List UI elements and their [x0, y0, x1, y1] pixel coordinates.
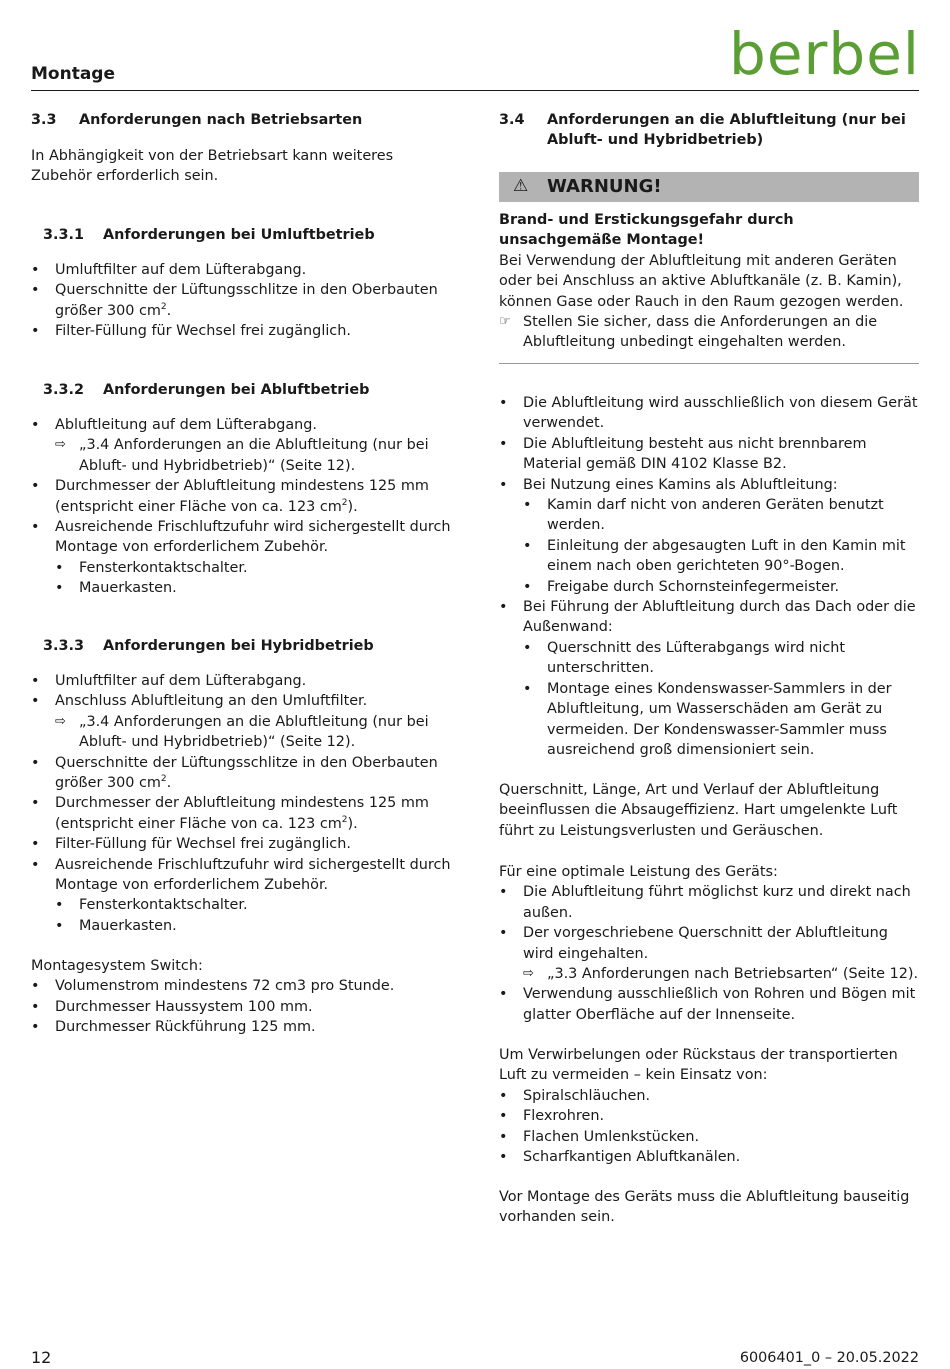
list-item: • Bei Führung der Abluftleitung durch das Dach oder die Außenwand:	[499, 597, 919, 638]
list-3-3-3	[31, 671, 451, 936]
list-item: • Die Abluftleitung wird ausschließlich von diesem Gerät verwendet.	[499, 393, 919, 434]
list-item: • Flexrohren.	[499, 1106, 919, 1126]
list-item: • Querschnitte der Lüftungsschlitze in den Oberbauten größer 300 $cm^2$.	[31, 280, 451, 321]
document-id: 6006401_0 – 20.05.2022	[739, 1350, 919, 1366]
heading-3-4: 3.4 Anforderungen an die Abluftleitung (nur bei Abluft- und Hybridbetrieb)	[499, 112, 906, 149]
list-item: • Montage eines Kondenswasser-Sammlers in der Abluftleitung, um Wasserschäden am Gerät zu vermeiden. Der Kondenswasser-Sammler muss ausreichend groß dimensioniert sein.	[499, 679, 919, 761]
heading-3-3-1: 3.3.1 Anforderungen bei Umluftbetrieb	[43, 227, 375, 243]
paragraph-efficiency: Querschnitt, Länge, Art und Verlauf der Abluftleitung beeinflussen die Absaugeffizienz. Hart umgelenkte Luft führt zu Leistungsverlusten und Geräuschen.	[499, 782, 898, 839]
list-item: • Durchmesser der Abluftleitung mindestens 125 mm (entspricht einer Fläche von ca. 123 $cm^2$).	[31, 793, 451, 834]
header-rule	[31, 90, 919, 91]
list-item: • Die Abluftleitung besteht aus nicht brennbarem Material gemäß DIN 4102 Klasse B2.	[499, 434, 919, 475]
warning-body: Bei Verwendung der Abluftleitung mit anderen Geräten oder bei Anschluss an aktive Abluftkanäle (z. B. Kamin), können Gase oder Rauch in den Raum gezogen werden.	[499, 252, 904, 310]
list-item: • Filter-Füllung für Wechsel frei zugänglich.	[31, 321, 451, 341]
list-item: • Freigabe durch Schornsteinfegermeister.	[499, 577, 919, 597]
list-requirements	[499, 393, 919, 760]
paragraph-onsite: Vor Montage des Geräts muss die Abluftleitung bauseitig vorhanden sein.	[499, 1189, 910, 1226]
list-3-3-2	[31, 415, 451, 599]
cross-reference-link[interactable]: ⇨ „3.4 Anforderungen an die Abluftleitung (nur bei Abluft- und Hybridbetrieb)“ (Seite 12).	[55, 713, 429, 751]
arrow-right-icon: ⇨	[55, 713, 66, 729]
list-item: • Mauerkasten.	[31, 916, 451, 936]
warning-label: WARNUNG!	[547, 176, 662, 197]
list-item: • Kamin darf nicht von anderen Geräten benutzt werden.	[499, 495, 919, 536]
list-item: • Ausreichende Frischluftzufuhr wird sichergestellt durch Montage von erforderlichem Zubehör.	[31, 517, 451, 558]
intro-3-3: In Abhängigkeit von der Betriebsart kann weiteres Zubehör erforderlich sein.	[31, 148, 394, 185]
list-item: • Filter-Füllung für Wechsel frei zugänglich.	[31, 834, 451, 854]
heading-3-3: 3.3 Anforderungen nach Betriebsarten	[31, 112, 363, 128]
list-item: • Durchmesser der Abluftleitung mindestens 125 mm (entspricht einer Fläche von ca. 123 $cm^2$).	[31, 476, 451, 517]
pointing-hand-icon: ☞	[499, 314, 511, 330]
switch-section: Montagesystem Switch: • Volumenstrom mindestens 72 cm3 pro Stunde. • Durchmesser Haussystem 100 mm. • Durchmesser Rückführung 125 mm.	[31, 956, 451, 1038]
list-item: • Umluftfilter auf dem Lüfterabgang.	[31, 260, 451, 280]
list-item: • Querschnitte der Lüftungsschlitze in den Oberbauten größer 300 $cm^2$.	[31, 753, 451, 794]
warning-heading: Brand- und Erstickungsgefahr durch unsachgemäße Montage!	[499, 212, 794, 249]
list-item: • Umluftfilter auf dem Lüfterabgang.	[31, 671, 451, 691]
warning-content	[499, 210, 919, 353]
list-item: • Durchmesser Rückführung 125 mm.	[31, 1017, 451, 1037]
list-item: • Spiralschläuchen.	[499, 1086, 919, 1106]
list-item: • Bei Nutzung eines Kamins als Abluftleitung:	[499, 475, 919, 495]
berbel-logo: berbel	[729, 20, 920, 88]
list-item: • Fensterkontaktschalter.	[31, 558, 451, 578]
list-avoid: Um Verwirbelungen oder Rückstaus der transportierten Luft zu vermeiden – kein Einsatz von: • Spiralschläuchen. • Flexrohren. • Flachen Umlenkstücken. • Scharfkantigen Abluftkanälen.	[499, 1045, 919, 1167]
heading-3-3-3: 3.3.3 Anforderungen bei Hybridbetrieb	[43, 638, 374, 654]
list-item: • Ausreichende Frischluftzufuhr wird sichergestellt durch Montage von erforderlichem Zubehör.	[31, 855, 451, 896]
warning-bar	[499, 172, 919, 202]
list-optimal: Für eine optimale Leistung des Geräts: • Die Abluftleitung führt möglichst kurz und direkt nach außen. • Der vorgeschriebene Querschnitt der Abluftleitung wird eingehalten. ⇨ „3.3 Anforderungen nach Betriebsarten“ (Seite 12). • Verwendung ausschließlich von Rohren und Bögen mit glatter Oberfläche auf der Innenseite.	[499, 862, 919, 1025]
warning-action: ☞ Stellen Sie sicher, dass die Anforderungen an die Abluftleitung unbedingt eingehalten werden.	[499, 314, 878, 351]
list-item: • Einleitung der abgesaugten Luft in den Kamin mit einem nach oben gerichteten 90°-Bogen.	[499, 536, 919, 577]
arrow-right-icon: ⇨	[523, 966, 534, 982]
list-item: • Die Abluftleitung führt möglichst kurz und direkt nach außen.	[499, 882, 919, 923]
heading-3-3-2: 3.3.2 Anforderungen bei Abluftbetrieb	[43, 382, 370, 398]
list-item: • Fensterkontaktschalter.	[31, 895, 451, 915]
page-section-title: Montage	[31, 64, 115, 84]
cross-reference-link[interactable]: ⇨ „3.4 Anforderungen an die Abluftleitung (nur bei Abluft- und Hybridbetrieb)“ (Seite 12).	[55, 437, 429, 474]
warning-triangle-icon: ⚠	[513, 176, 529, 196]
list-item: • Scharfkantigen Abluftkanälen.	[499, 1147, 919, 1167]
list-item: • Der vorgeschriebene Querschnitt der Abluftleitung wird eingehalten.	[499, 923, 919, 964]
warning-rule	[499, 363, 919, 364]
list-item: • Volumenstrom mindestens 72 cm3 pro Stunde.	[31, 976, 451, 996]
list-3-3-1	[31, 260, 451, 342]
list-item: • Durchmesser Haussystem 100 mm.	[31, 997, 451, 1017]
list-item: • Mauerkasten.	[31, 578, 451, 598]
list-item: • Flachen Umlenkstücken.	[499, 1127, 919, 1147]
arrow-right-icon: ⇨	[55, 437, 66, 453]
list-item: • Anschluss Abluftleitung an den Umluftfilter.	[31, 691, 451, 711]
list-item: • Verwendung ausschließlich von Rohren und Bögen mit glatter Oberfläche auf der Innenseite.	[499, 984, 919, 1025]
list-item: • Querschnitt des Lüfterabgangs wird nicht unterschritten.	[499, 638, 919, 679]
list-item: • Abluftleitung auf dem Lüfterabgang.	[31, 415, 451, 435]
page-number: 12	[31, 1348, 52, 1367]
cross-reference-link[interactable]: ⇨ „3.3 Anforderungen nach Betriebsarten“ (Seite 12).	[499, 964, 919, 984]
